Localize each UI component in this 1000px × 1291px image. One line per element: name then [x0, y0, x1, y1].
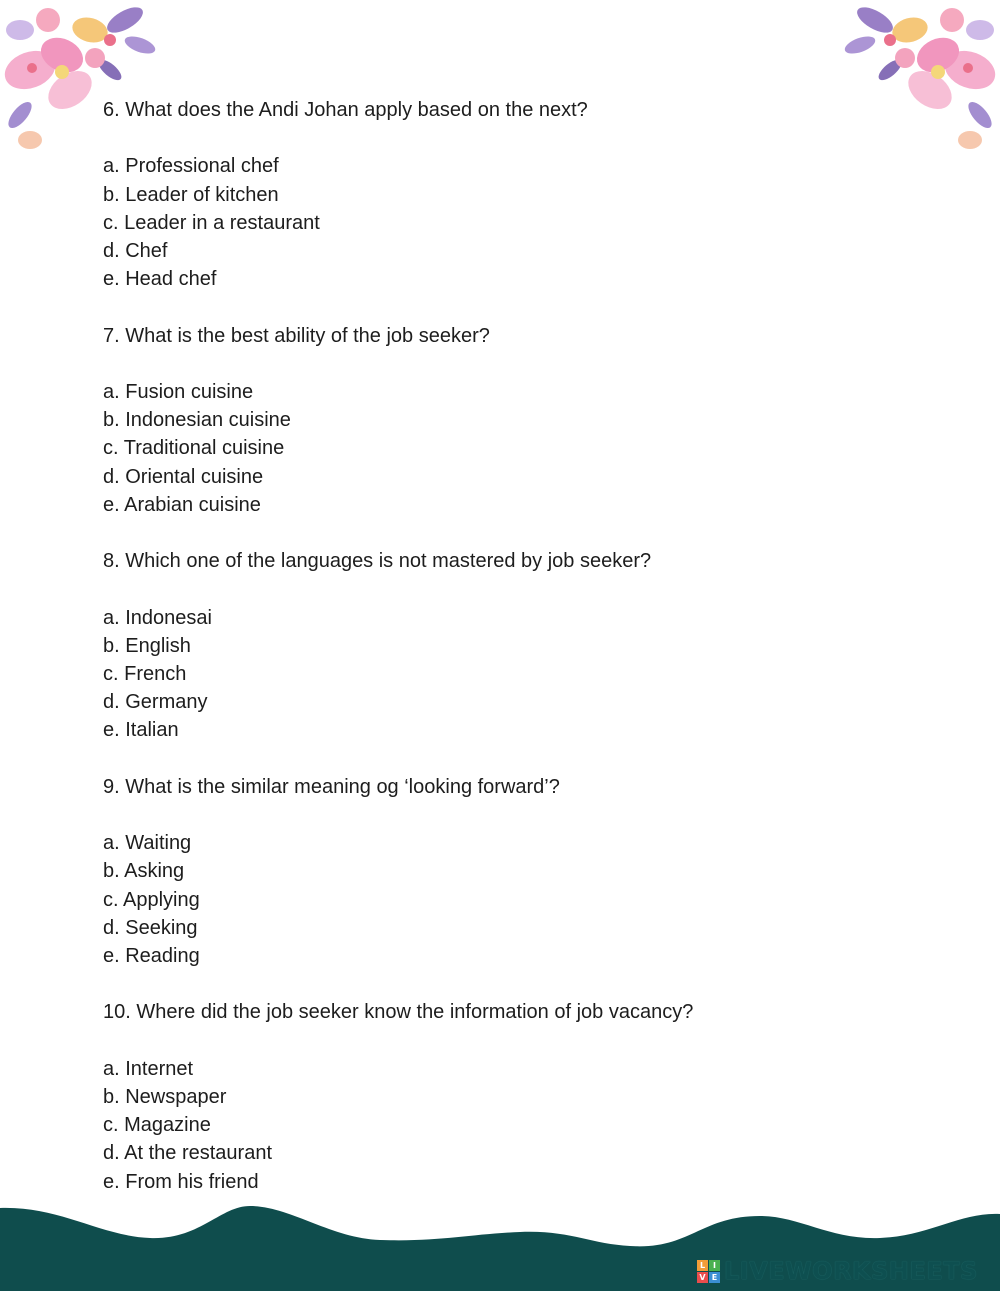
option-item: d. Chef [103, 240, 168, 262]
liveworksheets-logo-icon [697, 1260, 720, 1283]
question-block [103, 322, 923, 519]
option-list [103, 1055, 923, 1196]
option-item: c. French [103, 662, 187, 685]
worksheet-content [103, 96, 923, 1224]
question-text: 9. What is the similar meaning og ‘looking forward’? [103, 775, 560, 798]
question-block [103, 998, 923, 1195]
logo-letter: E [709, 1272, 720, 1283]
option-item: e. Head chef [103, 268, 217, 291]
option-list [103, 604, 923, 745]
option-item: a. Indonesai [103, 606, 212, 629]
option-item: c. Traditional cuisine [103, 437, 285, 460]
option-item: c. Magazine [103, 1114, 211, 1137]
question-text: 6. What does the Andi Johan apply based on the next? [103, 99, 588, 121]
option-list [103, 152, 923, 293]
question-text: 7. What is the best ability of the job seeker? [103, 324, 490, 347]
question-block [103, 96, 923, 293]
question-block [103, 547, 923, 744]
option-item: b. Leader of kitchen [103, 183, 279, 206]
option-item: b. Newspaper [103, 1085, 227, 1108]
option-item: a. Internet [103, 1057, 194, 1080]
option-item: b. Asking [103, 860, 185, 883]
option-item: a. Fusion cuisine [103, 380, 254, 403]
option-item: b. English [103, 634, 191, 657]
question-text: 8. Which one of the languages is not mastered by job seeker? [103, 550, 652, 573]
question-text: 10. Where did the job seeker know the information of job vacancy? [103, 1001, 694, 1024]
option-item: a. Waiting [103, 832, 192, 855]
logo-text: LIVEWORKSHEETS [724, 1257, 978, 1285]
option-item: e. Italian [103, 719, 179, 742]
option-item: e. Arabian cuisine [103, 493, 261, 516]
option-list [103, 378, 923, 519]
logo-letter: V [697, 1272, 708, 1283]
liveworksheets-logo [697, 1258, 978, 1284]
option-list [103, 829, 923, 970]
option-item: d. Germany [103, 691, 208, 714]
option-item: d. Oriental cuisine [103, 465, 264, 488]
option-item: b. Indonesian cuisine [103, 409, 291, 432]
option-item: c. Applying [103, 888, 200, 911]
option-item: c. Leader in a restaurant [103, 211, 320, 234]
option-item: a. Professional chef [103, 155, 279, 178]
option-item: d. Seeking [103, 916, 198, 939]
option-item: d. At the restaurant [103, 1142, 272, 1165]
logo-letter: L [697, 1260, 708, 1271]
option-item: e. From his friend [103, 1170, 259, 1193]
option-item: e. Reading [103, 944, 200, 967]
logo-letter: I [709, 1260, 720, 1271]
question-block [103, 773, 923, 970]
